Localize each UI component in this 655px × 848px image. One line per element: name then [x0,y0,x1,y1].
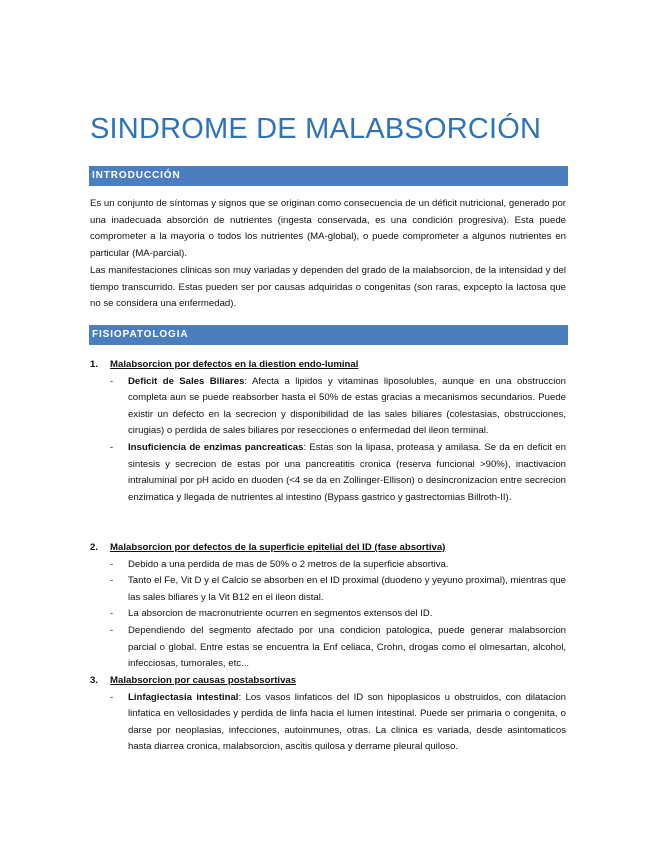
list-section-3 [90,673,566,756]
item-text: : Los vasos linfaticos del ID son hipoplasicos u obstruidos, con dilatacion linfatica en vellosidades y perdida de linfa hacia el lumen intestinal. Puede ser primaria o congenita, o darse por neoplasias, infecciones, autoinmunes, otras. La clinica es variada, desde asintomaticos hasta diarrea cronica, malabsorcion, ascitis quilosa y derrame pleural quiloso. [128,691,566,753]
list-item [90,606,566,623]
intro-paragraph-1: Es un conjunto de síntomas y signos que se originan como consecuencia de un déficit nutricional, generado por una inadecuada absorción de nutrientes (ingesta conservada, es una condición progresiva). Esta puede comprometer a la mayoria o todos los nutrientes (MA-global), o puede comprometer a algunos nutrientes en particular (MA-parcial). [90,198,566,259]
section-2-title [90,540,566,557]
list-item [90,573,566,606]
section-3-title [90,673,566,690]
section-1-number: 1. [90,359,99,370]
item-text: : Estas son la lipasa, proteasa y amilasa. Se da en deficit en sintesis y secrecion de estas por una pancreatitis cronica (reserva funcional >90%), inactivacion intraluminal por pH acido en duoden (<4 se da en Zollinger-Ellison) o desincronizacion entre secrecion enzimatica y llegada de nutrientes al intestino (Bypass gastrico y gastrectomias Billroth-II). [128,441,566,503]
item-text: Debido a una perdida de mas de 50% o 2 metros de la superficie absortiva. [128,558,449,570]
list-section-2 [90,540,566,673]
section-heading-fisiopatologia: FISIOPATOLOGIA [89,325,568,345]
item-text: La absorcion de macronutriente ocurren en segmentos extensos del ID. [128,608,433,620]
section-3-title-text: Malabsorcion por causas postabsortivas [110,675,297,686]
section-2-number: 2. [90,542,99,553]
list-item [90,440,566,506]
list-item [90,623,566,673]
item-term: Deficit de Sales Biliares [128,375,245,387]
dash-bullet: - [110,608,114,620]
section-1-title [90,357,566,374]
list-section-1 [90,357,566,506]
list-item [90,690,566,756]
dash-bullet: - [110,441,114,453]
item-text: Dependiendo del segmento afectado por una condicion patologica, puede generar malabsorcion parcial o global. Entre estas se encuentra la Enf celiaca, Crohn, drogas como el olmesartan, alcohol, infecciosas, tumorales, etc... [128,624,566,670]
item-term: Insuficiencia de enzimas pancreaticas [128,441,304,453]
dash-bullet: - [110,624,114,636]
section-heading-introduccion: INTRODUCCIÓN [89,166,568,186]
page-title: SINDROME DE MALABSORCIÓN [90,113,542,145]
dash-bullet: - [110,375,114,387]
list-item [90,557,566,574]
intro-paragraph-2: Las manifestaciones clinicas son muy variadas y dependen del grado de la malabsorcion, de la intensidad y del tiempo transcurrido. Estas pueden ser por causas adquiridas o congenitas (son raras, expcepto la lactosa que no se considera una enfermedad). [90,265,566,310]
item-text: Tanto el Fe, Vit D y el Calcio se absorben en el ID proximal (duodeno y yeyuno proximal), mientras que las sales biliares y la Vit B12 en el ileon distal. [128,575,566,603]
section-1-title-text: Malabsorcion por defectos en la diestion endo-luminal [110,359,359,370]
dash-bullet: - [110,691,114,703]
item-text: : Afecta a lipidos y vitaminas liposolubles, aunque en una obstruccion completa aun se puede reabsorber hasta el 50% de estas gracias a mecanismos secundarios. Puede existir un defecto en la secrecion y disponibilidad de las sales biliares (colestasias, obstrucciones, cirugias) o perdida de sales biliares por resecciones o enfermedad del ileon terminal. [128,375,567,437]
dash-bullet: - [110,558,114,570]
section-3-number: 3. [90,675,99,686]
dash-bullet: - [110,575,114,587]
item-term: Linfagiectasia intestinal [128,691,239,703]
list-item [90,374,566,440]
section-2-title-text: Malabsorcion por defectos de la superficie epitelial del ID (fase absortiva) [110,542,446,553]
